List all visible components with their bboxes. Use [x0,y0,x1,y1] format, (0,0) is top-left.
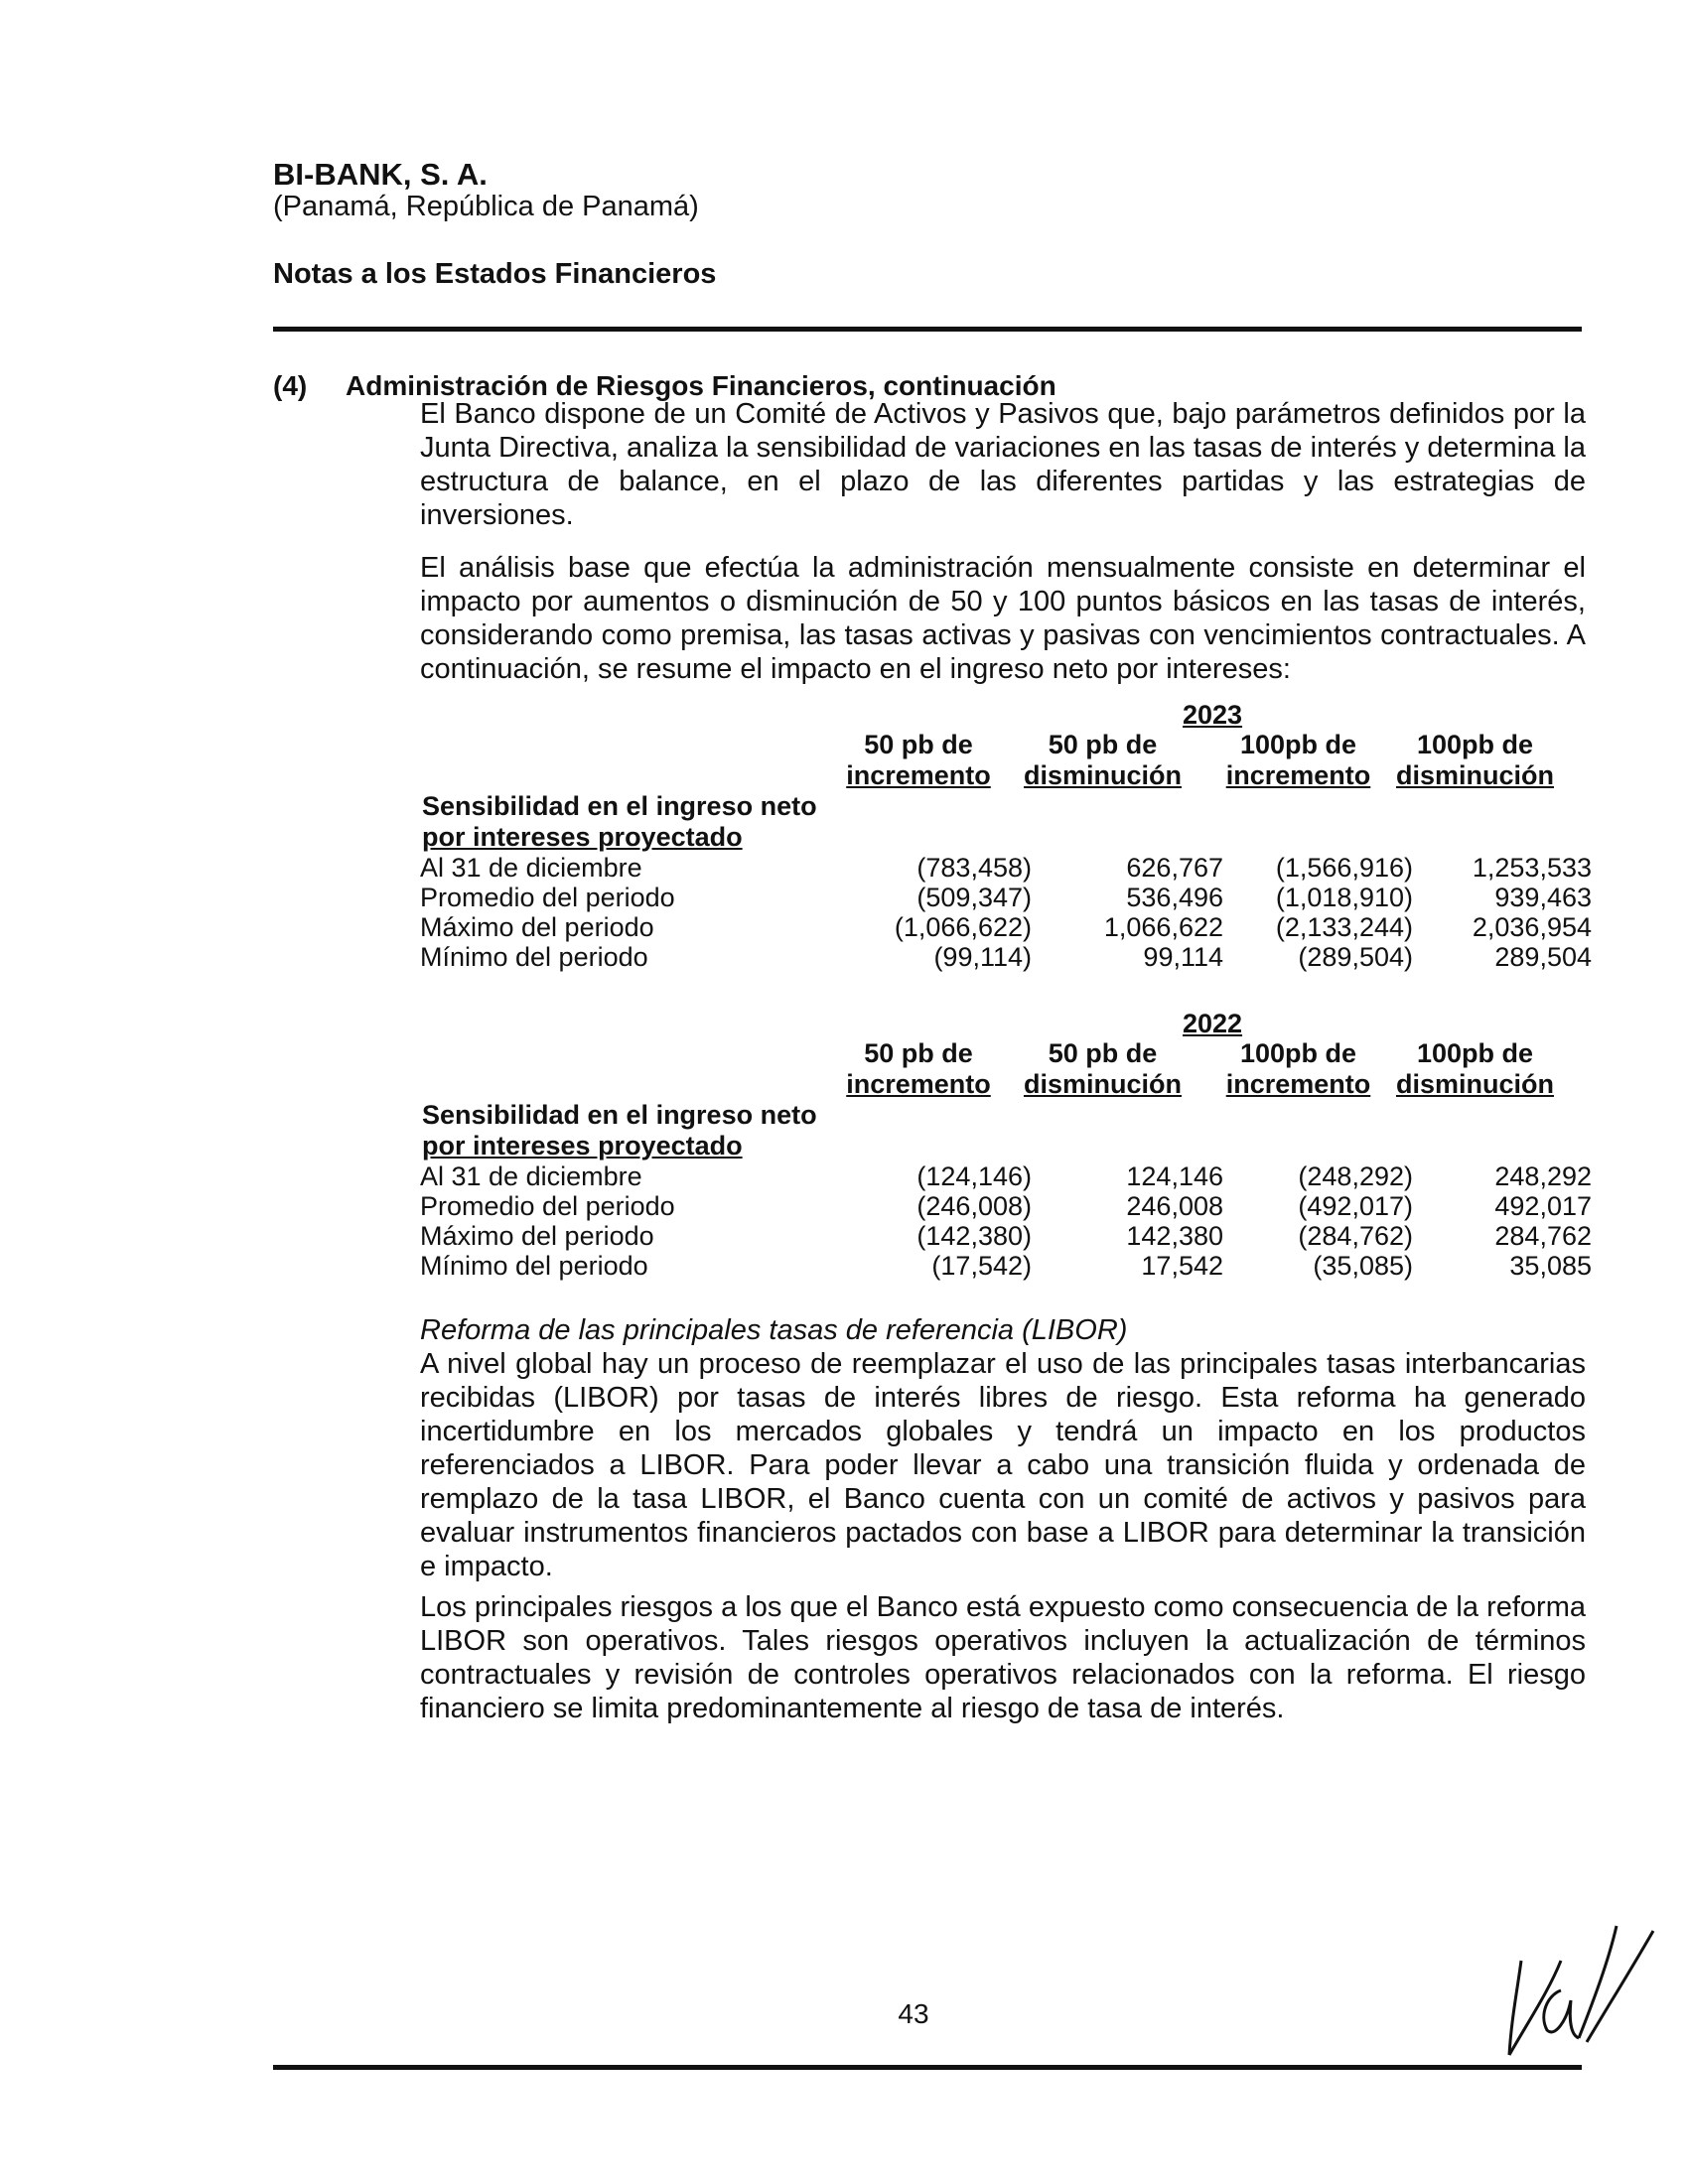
column-header: 50 pb de incremento [846,1038,991,1099]
table-row: Al 31 de diciembre (124,146) 124,146 (248,292) 248,292 [420,1161,1592,1191]
table-row: Máximo del periodo (142,380) 142,380 (284,762) 284,762 [420,1221,1592,1251]
bottom-divider [273,2065,1582,2070]
top-divider [273,327,1582,332]
page-number: 43 [898,1998,929,2029]
table-year: 2022 [1183,1009,1243,1038]
column-header: 100pb de incremento [1225,730,1371,790]
column-header: 100pb de disminución [1395,1038,1554,1099]
table-section-label: Sensibilidad en el ingreso neto por intereses proyectado [422,1100,817,1160]
column-header: 100pb de disminución [1395,730,1554,790]
company-name: BI-BANK, S. A. [273,157,488,192]
column-header: 50 pb de disminución [1023,730,1182,790]
paragraph-libor-risks: Los principales riesgos a los que el Banco está expuesto como consecuencia de la reforma LIBOR son operativos. Tales riesgos operativos incluyen la actualización de términos contractuales y revisión de controles operativos relacionados con la reforma. El riesgo financiero se limita predominantemente al riesgo de tasa de interés. [420,1591,1586,1724]
company-location: (Panamá, República de Panamá) [273,191,699,222]
table-row: Mínimo del periodo (17,542) 17,542 (35,085) 35,085 [420,1251,1592,1281]
table-row: Al 31 de diciembre (783,458) 626,767 (1,566,916) 1,253,533 [420,853,1592,883]
table-year: 2023 [1183,700,1243,730]
column-header: 100pb de incremento [1225,1038,1371,1099]
paragraph-analysis: El análisis base que efectúa la administración mensualmente consiste en determinar el impacto por aumentos o disminución de 50 y 100 puntos básicos en las tasas de interés, considerando como premisa, las tasas activas y pasivas con vencimientos contractuales. A continuación, se resume el impacto en el ingreso neto por intereses: [420,552,1586,685]
signature-initials [1499,1921,1658,2065]
table-row: Promedio del periodo (246,008) 246,008 (492,017) 492,017 [420,1191,1592,1221]
column-header: 50 pb de disminución [1023,1038,1182,1099]
table-row: Máximo del periodo (1,066,622) 1,066,622 (2,133,244) 2,036,954 [420,912,1592,942]
table-row: Promedio del periodo (509,347) 536,496 (1,018,910) 939,463 [420,883,1592,912]
column-header: 50 pb de incremento [846,730,991,790]
table-row: Mínimo del periodo (99,114) 99,114 (289,504) 289,504 [420,942,1592,972]
paragraph-committee: El Banco dispone de un Comité de Activos y Pasivos que, bajo parámetros definidos por la Junta Directiva, analiza la sensibilidad de variaciones en las tasas de interés y determina la estructura de balance, en el plazo de las diferentes partidas y las estrategias de inversiones. [420,398,1586,531]
paragraph-libor-reform: A nivel global hay un proceso de reemplazar el uso de las principales tasas interbancarias recibidas (LIBOR) por tasas de interés libres de riesgo. Esta reforma ha generado incertidumbre en los mercados globales y tendrá un impacto en los productos referenciados a LIBOR. Para poder llevar a cabo una transición fluida y ordenada de remplazo de la tasa LIBOR, el Banco cuenta con un comité de activos y pasivos para evaluar instrumentos financieros pactados con base a LIBOR para determinar la transición e impacto. [420,1348,1586,1582]
table-section-label: Sensibilidad en el ingreso neto por intereses proyectado [422,791,817,852]
page-title: Notas a los Estados Financieros [273,258,717,290]
libor-heading: Reforma de las principales tasas de referencia (LIBOR) [420,1314,1128,1346]
section-number: (4) [273,370,308,401]
section-title: Administración de Riesgos Financieros, continuación [346,370,1056,401]
signature-mark [1499,1921,1658,2060]
